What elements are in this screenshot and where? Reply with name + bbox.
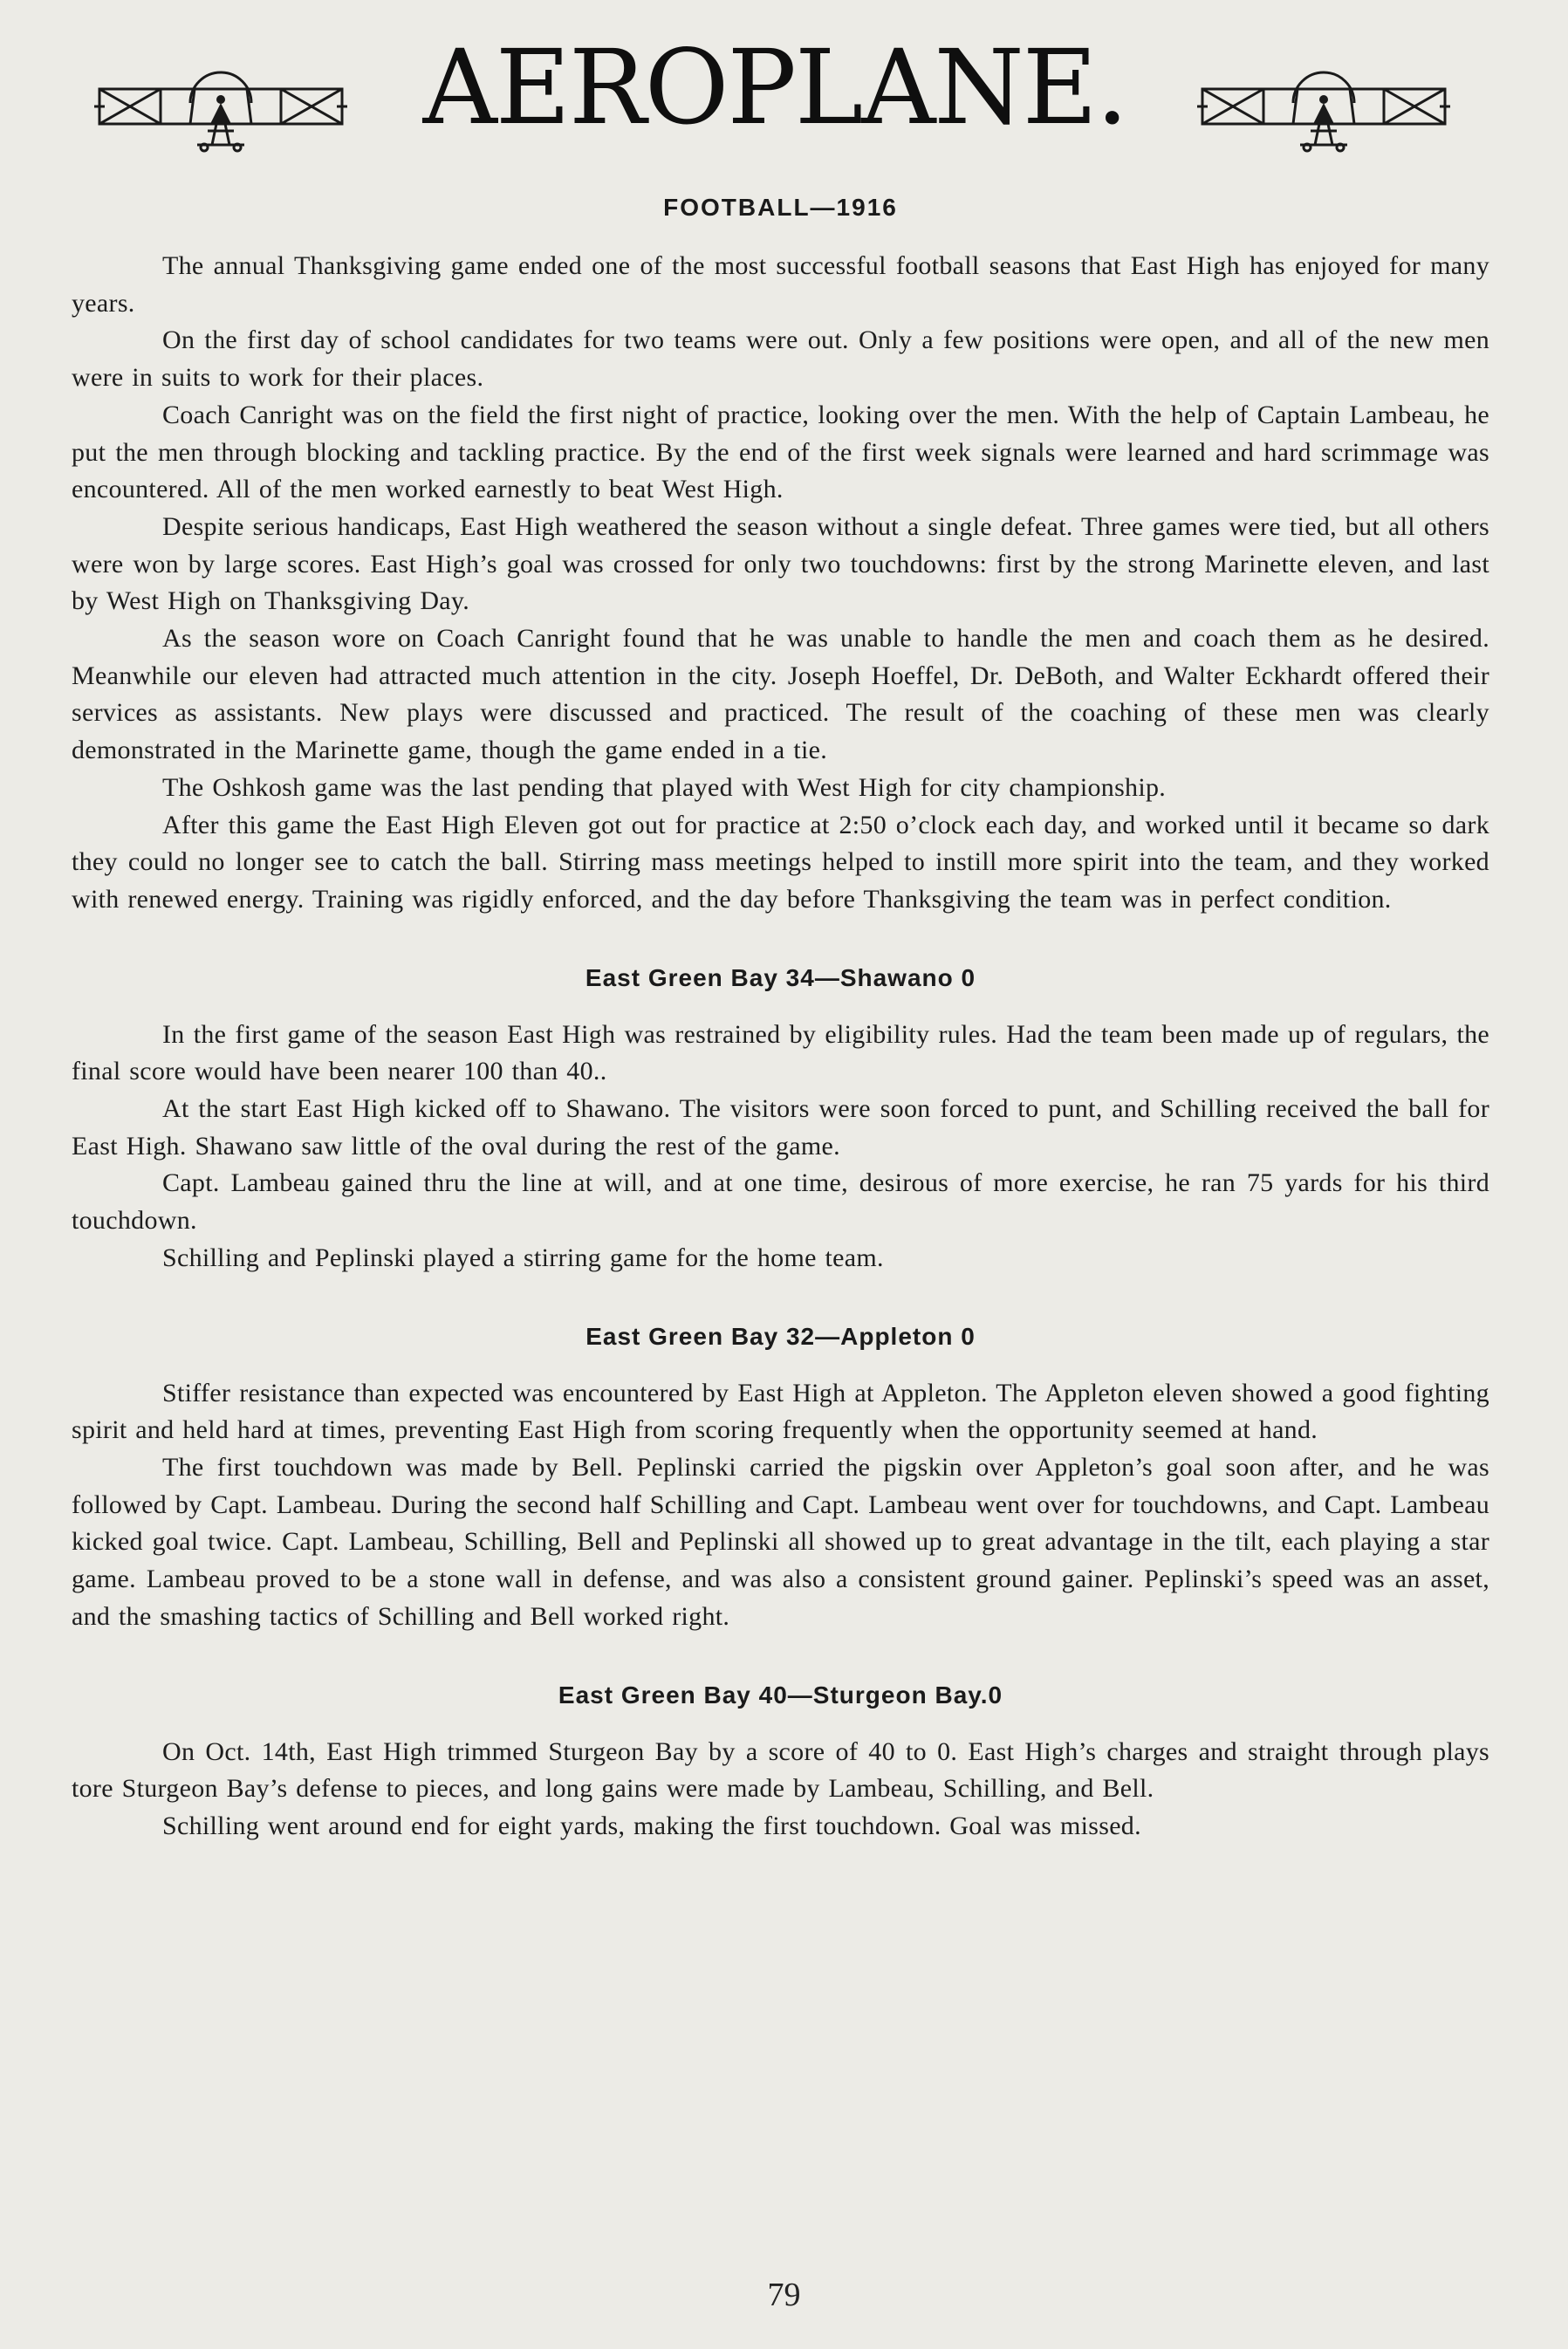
paragraph: Schilling and Peplinski played a stirring game for the home team. bbox=[162, 1243, 884, 1272]
paragraph: On Oct. 14th, East High trimmed Sturgeon Bay by a score of 40 to 0. East High’s charges and straight through plays tore Sturgeon Bay’s defense to pieces, and long gains were made by Lambeau, Schilling, and Bell. bbox=[72, 1736, 1489, 1804]
paragraph: The Oshkosh game was the last pending that played with West High for city championship. bbox=[162, 772, 1167, 802]
paragraph: As the season wore on Coach Canright found that he was unable to handle the men and coach them as he desired. Meanwhile our eleven had attracted much attention in the city. Joseph Hoeffel, Dr. DeBoth, and Walter Eckhardt offered their services as assistants. New plays were discussed and practiced. The result of the coaching of these men was clearly demonstrated in the Marinette game, though the game ended in a tie. bbox=[72, 624, 1489, 765]
paragraph: The annual Thanksgiving game ended one of the most successful football seasons that East High has enjoyed for many years. bbox=[72, 251, 1489, 318]
page-number: 79 bbox=[767, 2277, 801, 2313]
paragraph: On the first day of school candidates for two teams were out. Only a few positions were open, and all of the new men were in suits to work for their places. bbox=[72, 325, 1489, 393]
paragraph: Schilling went around end for eight yards, making the first touchdown. Goal was missed. bbox=[162, 1811, 1141, 1840]
page-title: AEROPLANE. bbox=[422, 27, 1127, 147]
paragraph: At the start East High kicked off to Shawano. The visitors were soon forced to punt, and Schilling received the ball for East High. Shawano saw little of the oval during the rest of the game. bbox=[72, 1094, 1489, 1161]
masthead bbox=[0, 26, 1568, 148]
paragraph: The first touchdown was made by Bell. Peplinski carried the pigskin over Appleton’s goal soon after, and he was followed by Capt. Lambeau. During the second half Schilling and Capt. Lambeau went over for touchdowns, and Capt. Lambeau kicked goal twice. Capt. Lambeau, Schilling, Bell and Peplinski all showed up to great advantage in the tilt, each playing a star game. Lambeau proved to be a stone wall in defense, and was also a consistent ground gainer. Peplinski’s speed was an asset, and the smashing tactics of Schilling and Bell worked right. bbox=[72, 1452, 1489, 1631]
game-heading: East Green Bay 32—Appleton 0 bbox=[585, 1322, 976, 1350]
game-heading: East Green Bay 40—Sturgeon Bay.0 bbox=[558, 1681, 1003, 1709]
game-heading: East Green Bay 34—Shawano 0 bbox=[585, 963, 976, 991]
paragraph: In the first game of the season East High was restrained by eligibility rules. Had the team been made up of regulars, the final score would have been nearer 100 than 40.. bbox=[72, 1019, 1489, 1086]
section-heading: FOOTBALL—1916 bbox=[663, 194, 898, 221]
paragraph: Stiffer resistance than expected was encountered by East High at Appleton. The Appleton eleven showed a good fighting spirit and held hard at times, preventing East High from scoring frequently when the opportunity seemed at hand. bbox=[72, 1378, 1489, 1445]
paragraph: Coach Canright was on the field the first night of practice, looking over the men. With the help of Captain Lambeau, he put the men through blocking and tackling practice. By the end of the first week signals were learned and hard scrimmage was encountered. All of the men worked earnestly to beat West High. bbox=[72, 400, 1489, 504]
biplane-icon bbox=[1197, 63, 1450, 168]
paragraph: Despite serious handicaps, East High weathered the season without a single defeat. Three games were tied, but all others were won by large scores. East High’s goal was crossed for only two touchdowns: first by the strong Marinette eleven, and last by West High on Thanksgiving Day. bbox=[72, 511, 1489, 616]
paragraph: After this game the East High Eleven got out for practice at 2:50 o’clock each day, and worked until it became so dark they could no longer see to catch the ball. Stirring mass meetings helped to instill more spirit into the team, and they worked with renewed energy. Training was rigidly enforced, and the day before Thanksgiving the team was in perfect condition. bbox=[72, 810, 1489, 914]
article bbox=[72, 194, 1489, 1846]
paragraph: Capt. Lambeau gained thru the line at will, and at one time, desirous of more exercise, he ran 75 yards for his third touchdown. bbox=[72, 1168, 1489, 1236]
biplane-icon bbox=[94, 63, 347, 168]
